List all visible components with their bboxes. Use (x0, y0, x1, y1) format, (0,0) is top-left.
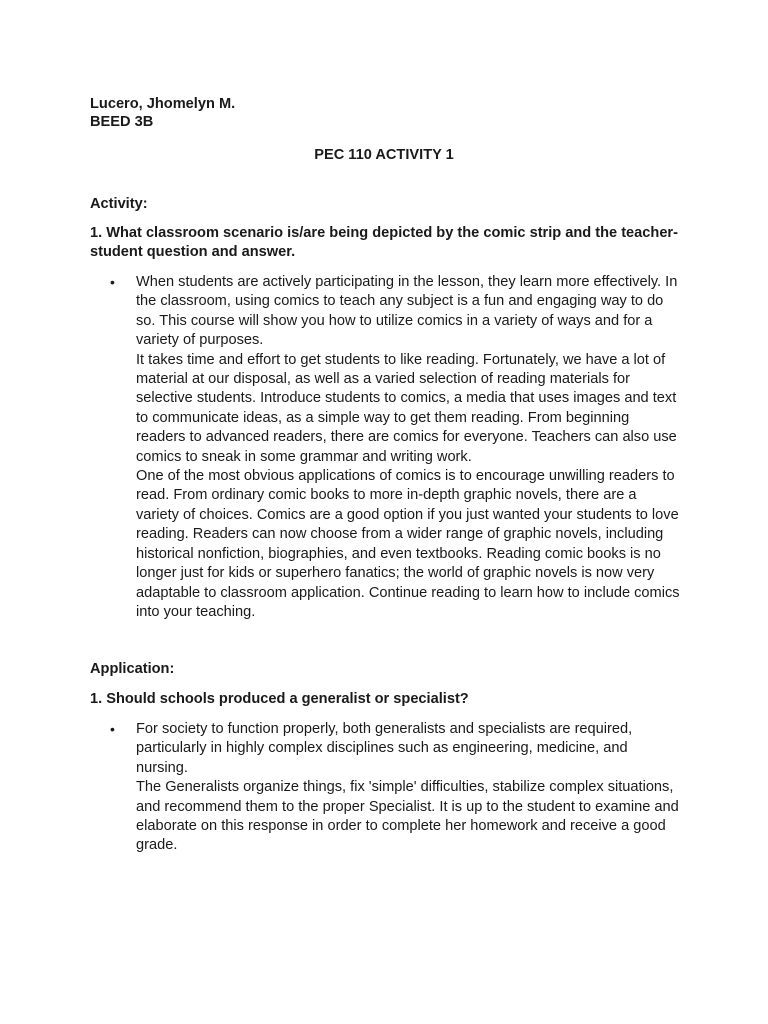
activity-label: Activity: (90, 196, 148, 212)
application-label: Application: (90, 661, 175, 677)
application-answer-list-item (110, 720, 680, 856)
student-name: Lucero, Jhomelyn M. (90, 96, 236, 112)
activity-paragraph-3: One of the most obvious applications of comics is to encourage unwilling readers to read. From ordinary comic books to more in-depth graphic novels, there are a variety of choices. Comics are a good option if you just wanted your students to love reading. Readers can now choose from a wider range of graphic novels, including historical nonfiction, biographies, and even textbooks. Reading comic books is no longer just for kids or superhero fanatics; the world of graphic novels is now very adaptable to classroom application. Continue reading to learn how to include comics into your teaching. (136, 468, 680, 620)
document-title: PEC 110 ACTIVITY 1 (314, 147, 454, 163)
bullet-icon: • (110, 274, 115, 290)
activity-paragraph-1: When students are actively participating in the lesson, they learn more effectively. In the classroom, using comics to teach any subject is a fun and engaging way to do so. This course will show you how to utilize comics in a variety of ways and for a variety of purposes. (136, 274, 678, 349)
activity-paragraph-2: It takes time and effort to get students to like reading. Fortunately, we have a lot of material at our disposal, as well as a varied selection of reading materials for selective students. Introduce students to comics, a media that uses images and text to communicate ideas, as a simple way to get them reading. From beginning readers to advanced readers, there are comics for everyone. Teachers can also use comics to sneak in some grammar and writing work. (136, 351, 677, 465)
student-course: BEED 3B (90, 114, 154, 130)
application-paragraph-2: The Generalists organize things, fix 'simple' difficulties, stabilize complex situations, and recommend them to the proper Specialist. It is up to the student to examine and elaborate on this response in order to complete her homework and receive a good grade. (136, 779, 679, 854)
bullet-icon: • (110, 721, 115, 737)
activity-question: 1. What classroom scenario is/are being depicted by the comic strip and the teacher-student question and answer. (90, 225, 678, 260)
activity-answer-list-item (110, 273, 680, 622)
activity-answer-text (136, 273, 680, 622)
application-paragraph-1: For society to function properly, both generalists and specialists are required, particularly in highly complex disciplines such as engineering, medicine, and nursing. (136, 721, 633, 776)
application-answer-text (136, 720, 680, 856)
application-question: 1. Should schools produced a generalist or specialist? (90, 691, 469, 707)
